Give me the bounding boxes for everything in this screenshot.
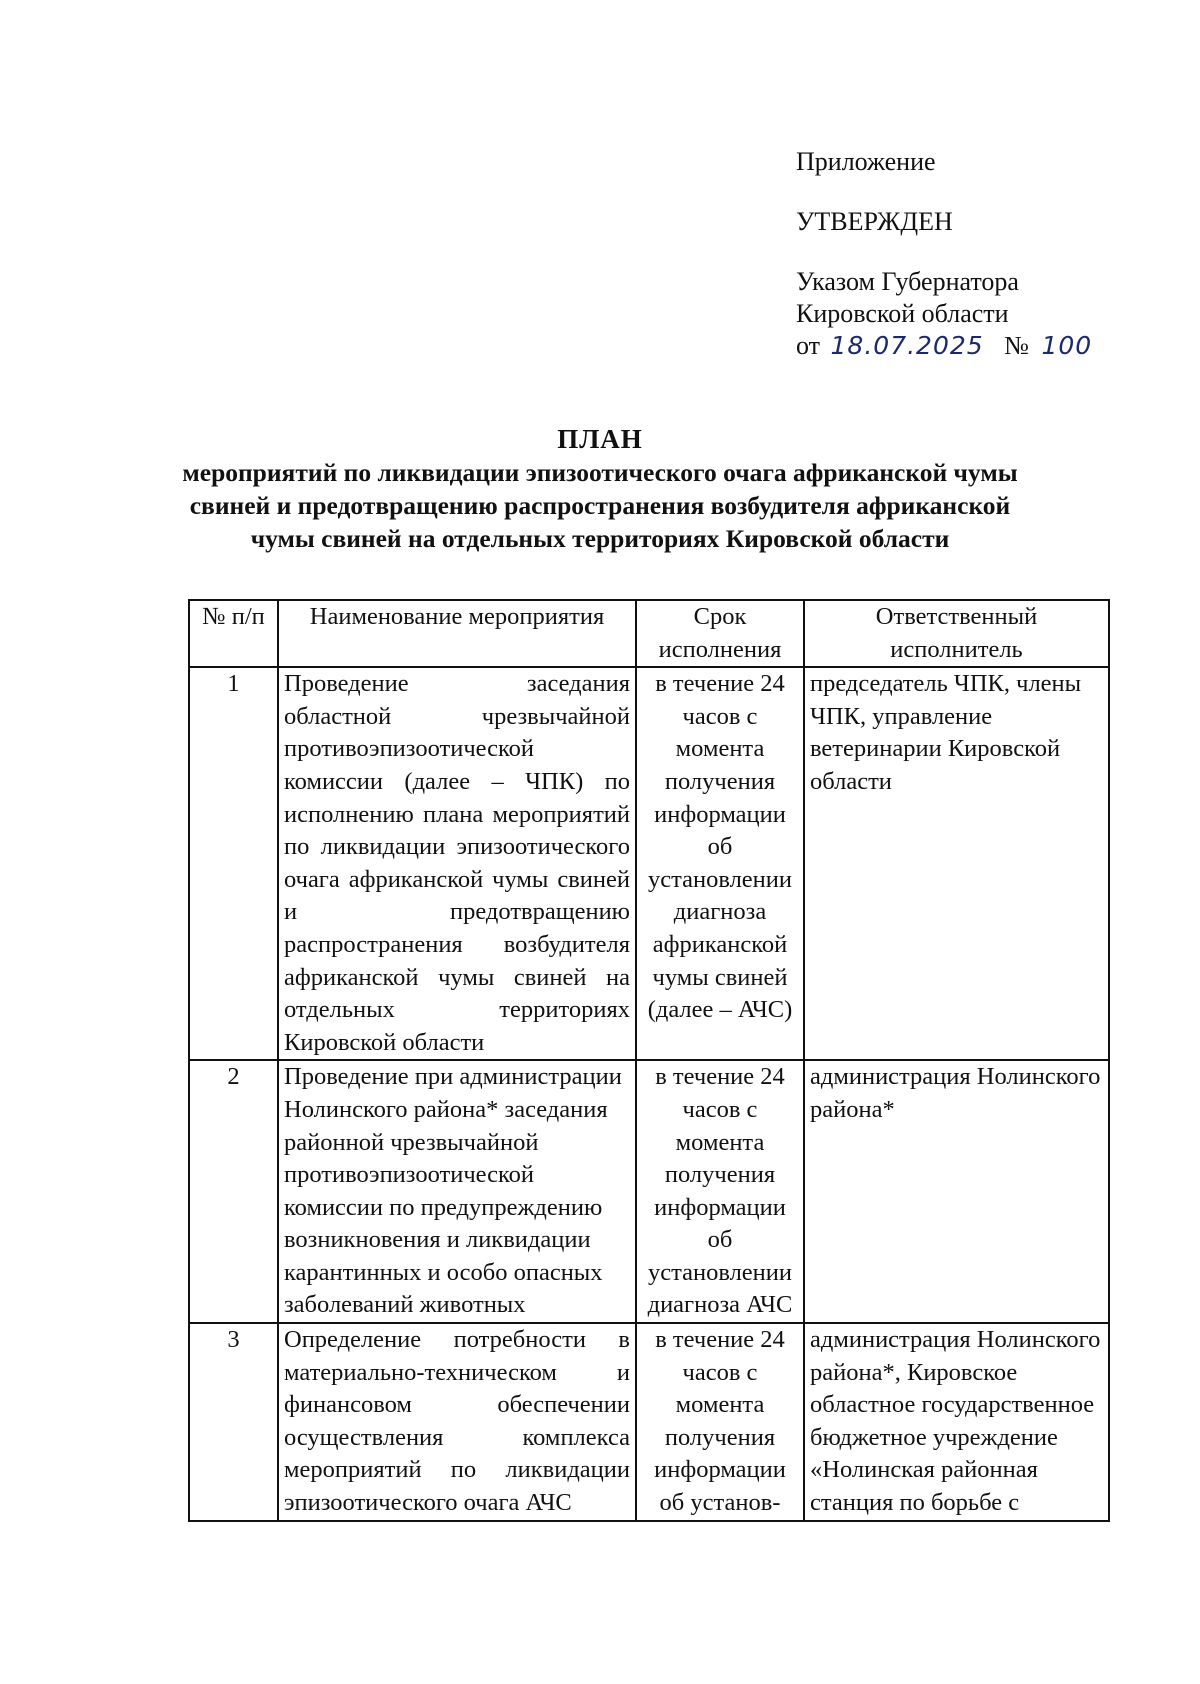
- row-responsible: председатель ЧПК, члены ЧПК, управление ветеринарии Кировской области: [804, 667, 1109, 1060]
- approved-label: УТВЕРЖДЕН: [796, 207, 953, 236]
- row-name: Определение потребности в материально-техническом и финансовом обеспечении осуществления комплекса мероприятий по ликвидации эпизоотического очага АЧС: [278, 1323, 636, 1521]
- appendix-label: Приложение: [796, 147, 936, 176]
- title-main: ПЛАН: [557, 424, 643, 454]
- row-term: в течение 24 часов с момента получения информации об установ-: [636, 1323, 804, 1521]
- date-prefix: от: [796, 331, 821, 360]
- row-name: Проведение при администрации Нолинского района* заседания районной чрезвычайной противоэпизоотической комиссии по предупреждению возникновения и ликвидации карантинных и особо опасных заболеваний животных: [278, 1060, 636, 1323]
- title-line-3: чумы свиней на отдельных территориях Кировской области: [250, 524, 950, 553]
- decree-line-2: Кировской области: [796, 299, 1009, 328]
- number-prefix: №: [1004, 331, 1029, 360]
- header-name: Наименование мероприятия: [278, 600, 636, 667]
- title-line-2: свиней и предотвращению распространения возбудителя африканской: [189, 491, 1011, 520]
- table-row: [189, 1060, 1109, 1323]
- row-term: в течение 24 часов с момента получения информации об установлении диагноза африканской чумы свиней (далее – АЧС): [636, 667, 804, 1060]
- row-num: 2: [189, 1060, 278, 1323]
- header-num: № п/п: [189, 600, 278, 667]
- table-header-row: [189, 600, 1109, 667]
- row-responsible: администрация Нолинского района*: [804, 1060, 1109, 1323]
- header-responsible: Ответственный исполнитель: [804, 600, 1109, 667]
- row-responsible: администрация Нолинского района*, Кировское областное государственное бюджетное учреждение «Нолинская районная станция по борьбе с: [804, 1323, 1109, 1521]
- plan-table: [188, 599, 1110, 1522]
- row-num: 3: [189, 1323, 278, 1521]
- handwritten-number: 100: [1041, 331, 1093, 360]
- row-num: 1: [189, 667, 278, 1060]
- decree-line-1: Указом Губернатора: [796, 267, 1019, 296]
- handwritten-date: 18.07.2025: [830, 331, 984, 360]
- title-line-1: мероприятий по ликвидации эпизоотического очага африканской чумы: [182, 458, 1018, 487]
- approval-block: [796, 146, 1092, 362]
- decree-date-number-line: [796, 330, 1092, 362]
- row-name: Проведение заседания областной чрезвычайной противоэпизоотической комиссии (далее – ЧПК) по исполнению плана мероприятий по ликвидации эпизоотического очага африканской чумы свиней и предотвращению распространения возбудителя африканской чумы свиней на отдельных территориях Кировской области: [278, 667, 636, 1060]
- table-row: [189, 667, 1109, 1060]
- header-term: Срок исполнения: [636, 600, 804, 667]
- row-term: в течение 24 часов с момента получения информации об установлении диагноза АЧС: [636, 1060, 804, 1323]
- document-title: [150, 422, 1050, 555]
- table-row: [189, 1323, 1109, 1521]
